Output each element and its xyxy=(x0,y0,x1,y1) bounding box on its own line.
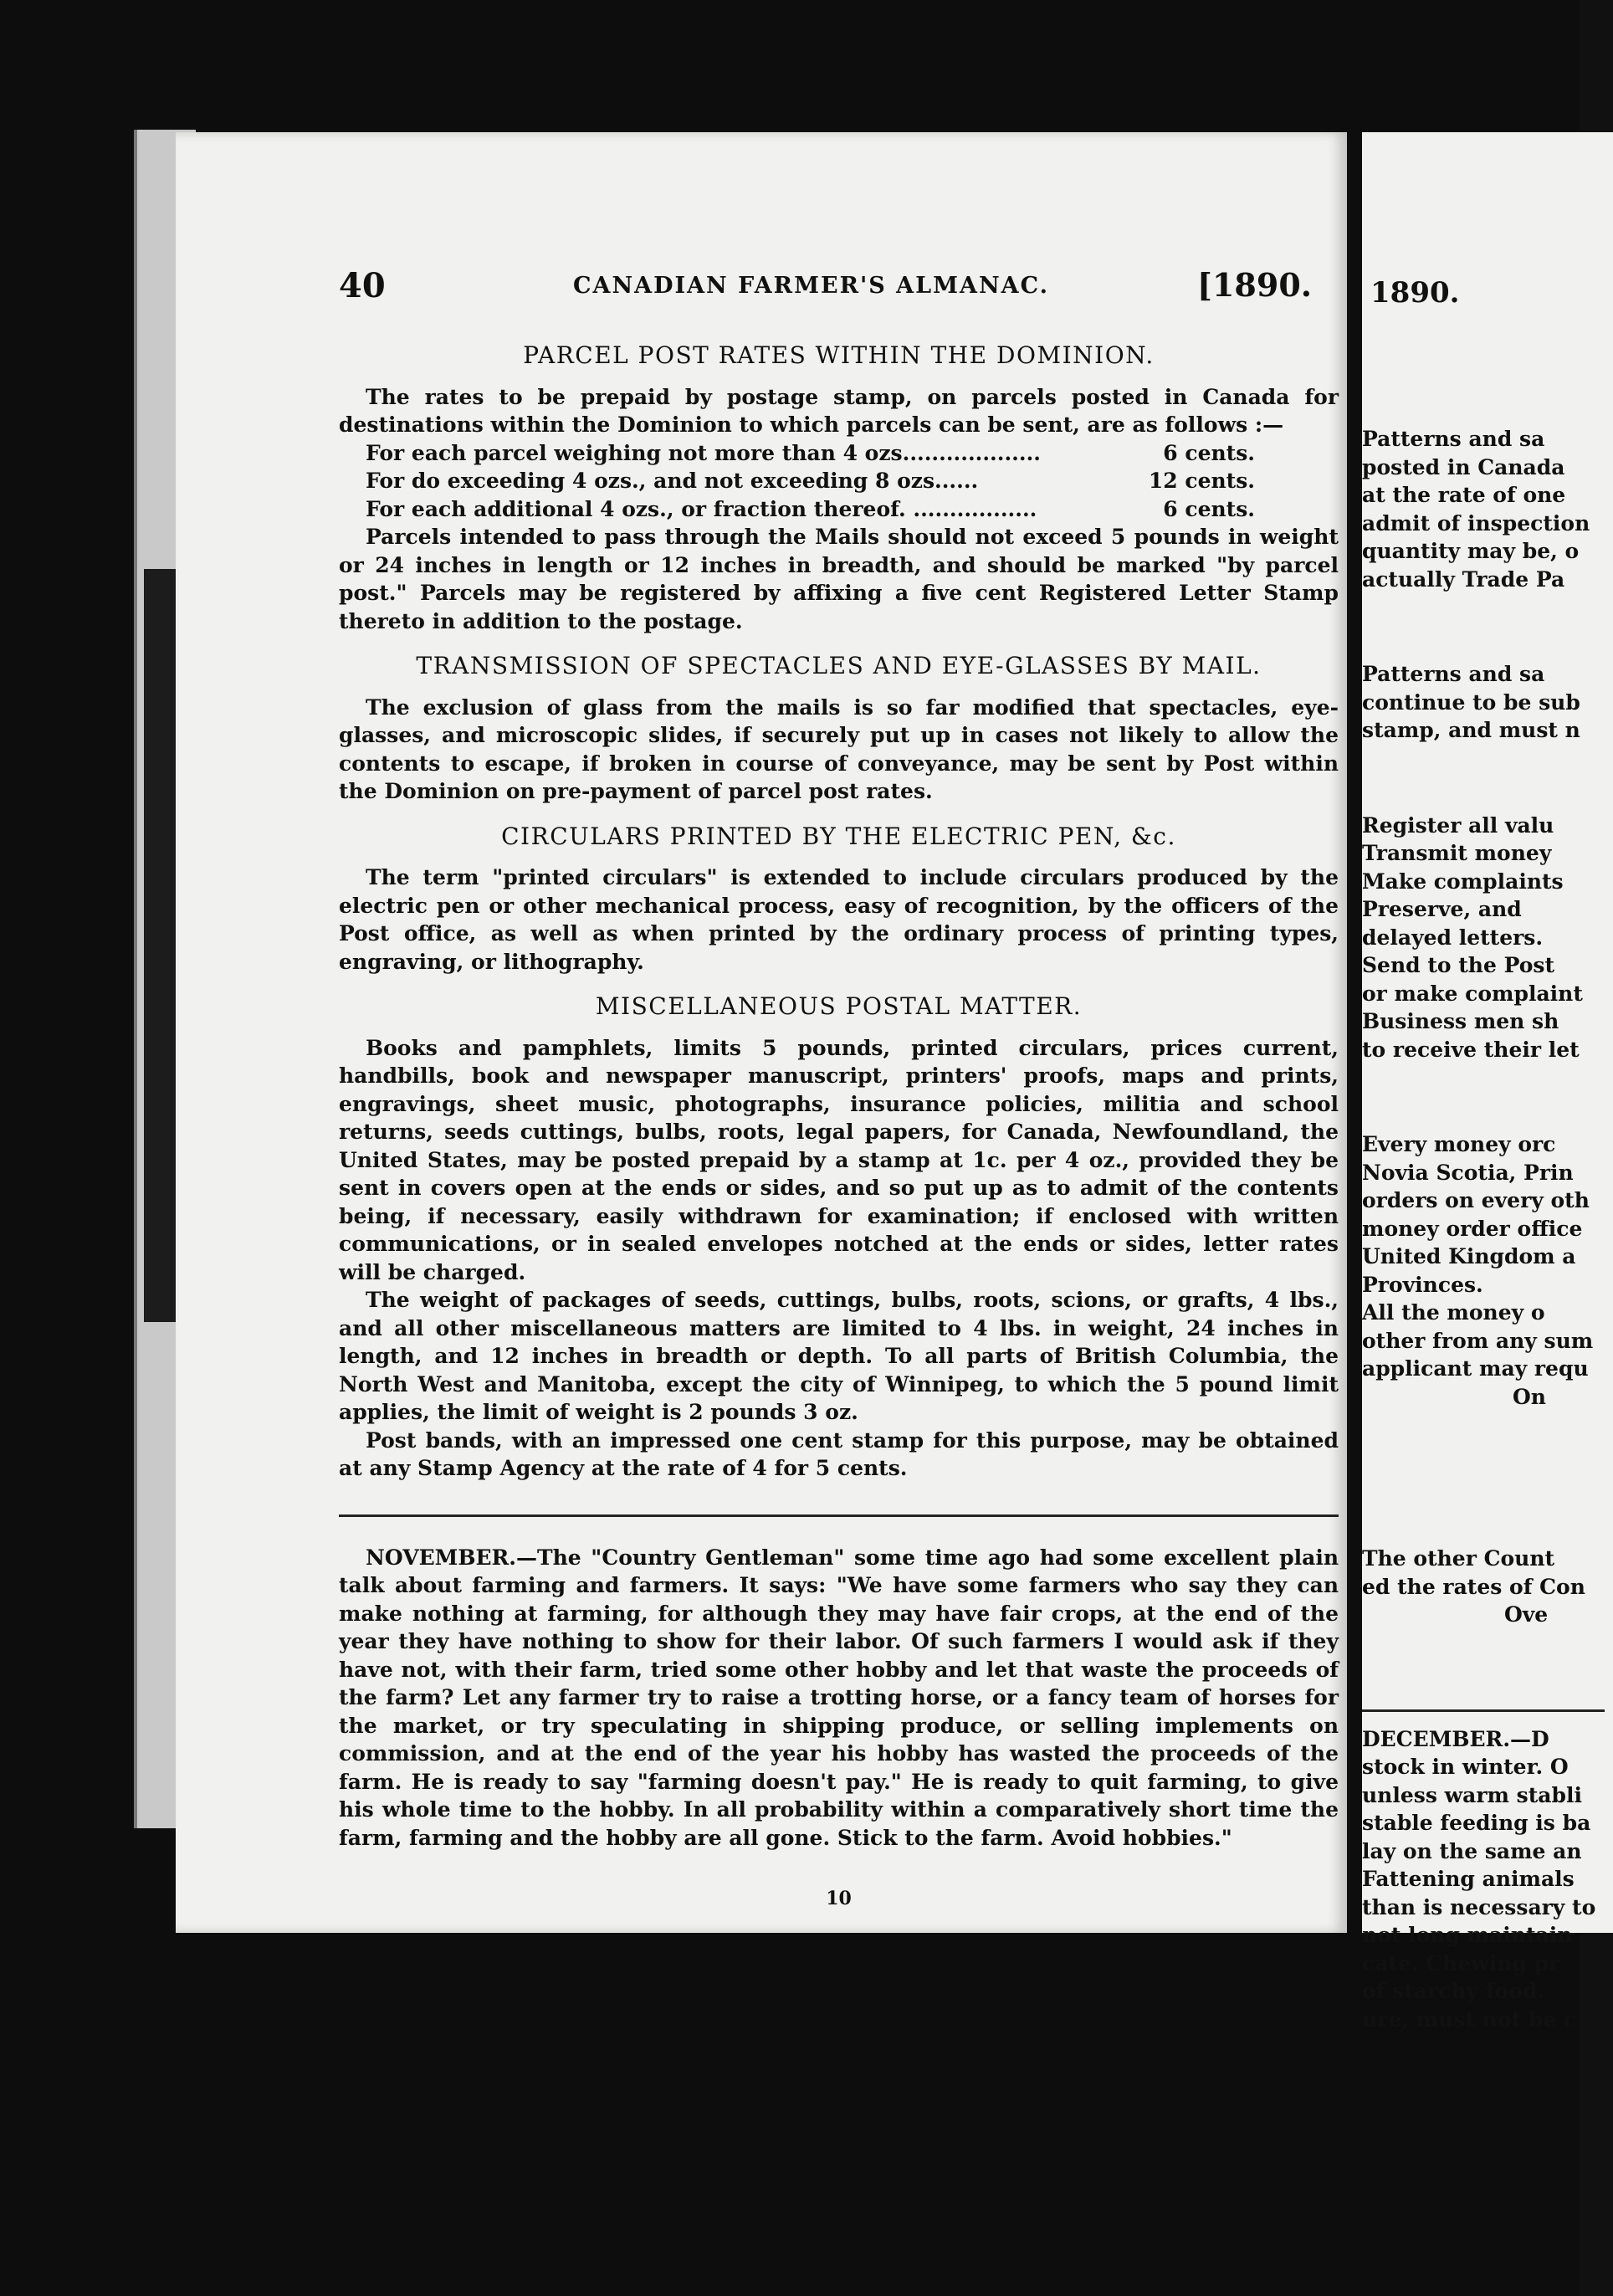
fragment-line: quantity may be, o xyxy=(1362,539,1580,563)
right-page-fragment xyxy=(1362,132,1613,2032)
binding-shadow xyxy=(144,569,179,1322)
fragment-line: Preserve, and xyxy=(1362,897,1522,921)
signature-mark: 10 xyxy=(826,1888,852,1909)
rate-line xyxy=(339,495,1339,524)
fragment-line: of starchy food. xyxy=(1362,1979,1545,2003)
header-year: [1890. xyxy=(1197,266,1312,304)
parcel-intro: The rates to be prepaid by postage stamp, on parcels posted in Canada for destinations within the Dominion to which parcels can be sent, are as follows :— xyxy=(339,384,1339,437)
fragment-line: All the money o xyxy=(1362,1300,1545,1325)
rate-price: 6 cents. xyxy=(1163,496,1255,521)
fragment-line: stock in winter. O xyxy=(1362,1755,1569,1779)
fragment-line: admit of inspection xyxy=(1362,510,1590,536)
section-title-circulars: CIRCULARS PRINTED BY THE ELECTRIC PEN, &c. xyxy=(501,822,1176,850)
fragment-line: Transmit money xyxy=(1362,841,1552,865)
rate-description: For each additional 4 ozs., or fraction thereof. ................. xyxy=(366,496,1037,521)
fragment-line: lay on the same an xyxy=(1362,1838,1582,1863)
misc-paragraph-1: Books and pamphlets, limits 5 pounds, printed circulars, prices current, handbills, book and newspaper manuscript, printers' proofs, maps and prints, engravings, sheet music, photographs, insurance policies, militia and school returns, seeds cuttings, bulbs, roots, legal papers, for Canada, Newfoundland, the United States, may be posted prepaid by a stamp at 1c. per 4 oz., provided they be sent in covers open at the ends or sides, and so put up as to admit of the contents being, if necessary, easily withdrawn for examination; if enclosed with written communications, or in sealed envelopes notched at the ends or sides, letter rates will be charged. xyxy=(339,1035,1339,1284)
fragment-line: Send to the Post xyxy=(1362,953,1555,977)
fragment-line: applicant may requ xyxy=(1362,1356,1589,1381)
fragment-line: On xyxy=(1513,1384,1546,1409)
fragment-line: Provinces. xyxy=(1362,1272,1483,1297)
fragment-line: or make complaint xyxy=(1362,981,1583,1006)
rate-line xyxy=(339,439,1339,468)
fragment-line: Ove xyxy=(1504,1602,1549,1627)
fragment-line: DECEMBER.—D xyxy=(1362,1726,1549,1751)
fragment-line: Make complaints xyxy=(1362,869,1564,894)
rate-price: 12 cents. xyxy=(1148,469,1255,493)
rate-description: For each parcel weighing not more than 4 ozs................... xyxy=(366,440,1041,465)
horizontal-rule xyxy=(1362,1709,1605,1712)
section-title-spectacles: TRANSMISSION OF SPECTACLES AND EYE-GLASSES BY MAIL. xyxy=(416,652,1262,679)
rate-description: For do exceeding 4 ozs., and not exceeding 8 ozs...... xyxy=(366,469,979,493)
fragment-line: Patterns and sa xyxy=(1362,427,1545,451)
fragment-line: not long maintain xyxy=(1362,1923,1573,1947)
spectacles-paragraph: The exclusion of glass from the mails is so far modified that spectacles, eye-glasses, and microscopic slides, if securely put up in cases not likely to allow the contents to escape, if broken in course of conveyance, may be sent by Post within the Dominion on pre-payment of parcel post rates. xyxy=(339,694,1339,803)
fragment-line: posted in Canada xyxy=(1362,454,1565,479)
page-body xyxy=(339,341,1339,1914)
left-page xyxy=(176,132,1347,1933)
fragment-line: ure, must not be c xyxy=(1362,2006,1577,2032)
fragment-line: Business men sh xyxy=(1362,1009,1559,1033)
fragment-line: other from any sum xyxy=(1362,1328,1594,1353)
running-title: CANADIAN FARMER'S ALMANAC. xyxy=(573,273,1049,299)
fragment-line: Every money orc xyxy=(1362,1132,1556,1156)
fragment-line: stamp, and must n xyxy=(1362,718,1580,742)
fragment-line: continue to be sub xyxy=(1362,689,1580,715)
fragment-line: Novia Scotia, Prin xyxy=(1362,1160,1574,1185)
misc-paragraph-2: The weight of packages of seeds, cuttings, bulbs, roots, scions, or grafts, 4 lbs., and all other miscellaneous matters are limited to 4 lbs. in weight, 24 inches in length, and 12 inches in breadth or depth. To all parts of British Columbia, the North West and Manitoba, except the city of Winnipeg, to which the 5 pound limit applies, the limit of weight is 2 pounds 3 oz. xyxy=(339,1288,1339,1424)
fragment-line: at the rate of one xyxy=(1362,483,1566,507)
fragment-line: stable feeding is ba xyxy=(1362,1811,1591,1835)
fragment-line: delayed letters. xyxy=(1362,925,1544,950)
fragment-line: than is necessary to xyxy=(1362,1894,1596,1919)
november-paragraph: NOVEMBER.—The "Country Gentleman" some time ago had some excellent plain talk about farming and farmers. It says: "We have some farmers who say they can make nothing at farming, for although they may have fair crops, at the end of the year they have nothing to show for their labor. Of such farmers I would ask if they have not, with their farm, tried some other hobby and let that waste the proceeds of the farm? Let any farmer try to raise a trotting horse, or a fancy team of horses for the market, or try speculating in shipping produce, or selling implements on commission, and at the end of the year his hobby has wasted the proceeds of the farm. He is ready to say "farming doesn't pay." He is ready to quit farming, to give his whole time to the hobby. In all probability within a comparatively short time the farm, farming and the hobby are all gone. Stick to the farm. Avoid hobbies." xyxy=(339,1545,1339,1850)
next-page-text xyxy=(1362,425,1605,2033)
rate-price: 6 cents. xyxy=(1163,440,1255,465)
section-title-parcel-post: PARCEL POST RATES WITHIN THE DOMINION. xyxy=(523,341,1155,369)
parcel-note: Parcels intended to pass through the Mails should not exceed 5 pounds in weight or 24 inches in length or 12 inches in breadth, and should be marked "by parcel post." Parcels may be registered by affixing a five cent Registered Letter Stamp thereto in addition to the postage. xyxy=(339,525,1339,633)
section-title-misc: MISCELLANEOUS POSTAL MATTER. xyxy=(595,992,1083,1020)
fragment-line: actually Trade Pa xyxy=(1362,566,1565,592)
horizontal-rule xyxy=(339,1514,1339,1517)
fragment-line: to receive their let xyxy=(1362,1037,1580,1062)
misc-paragraph-3: Post bands, with an impressed one cent stamp for this purpose, may be obtained at any Stamp Agency at the rate of 4 for 5 cents. xyxy=(339,1427,1339,1480)
page-header xyxy=(339,266,1339,308)
fragment-line: orders on every oth xyxy=(1362,1188,1590,1212)
fragment-line: Register all valu xyxy=(1362,812,1554,838)
rate-line xyxy=(339,467,1339,495)
fragment-line: cate. Chewing pr xyxy=(1362,1950,1560,1976)
fragment-line: unless warm stabli xyxy=(1362,1782,1582,1807)
fragment-line: The other Count xyxy=(1362,1546,1555,1571)
fragment-line: Fattening animals xyxy=(1362,1867,1575,1891)
page-number: 40 xyxy=(339,266,386,305)
fragment-line: ed the rates of Con xyxy=(1362,1574,1585,1599)
next-page-header: 1890. xyxy=(1370,276,1460,310)
fragment-line: United Kingdom a xyxy=(1362,1244,1576,1268)
fragment-line: Patterns and sa xyxy=(1362,662,1545,686)
circulars-paragraph: The term "printed circulars" is extended to include circulars produced by the electric pen or other mechanical process, easy of recognition, by the officers of the Post office, as well as when printed by the ordinary process of printing types, engraving, or lithography. xyxy=(339,865,1339,974)
fragment-line: money order office xyxy=(1362,1216,1583,1241)
